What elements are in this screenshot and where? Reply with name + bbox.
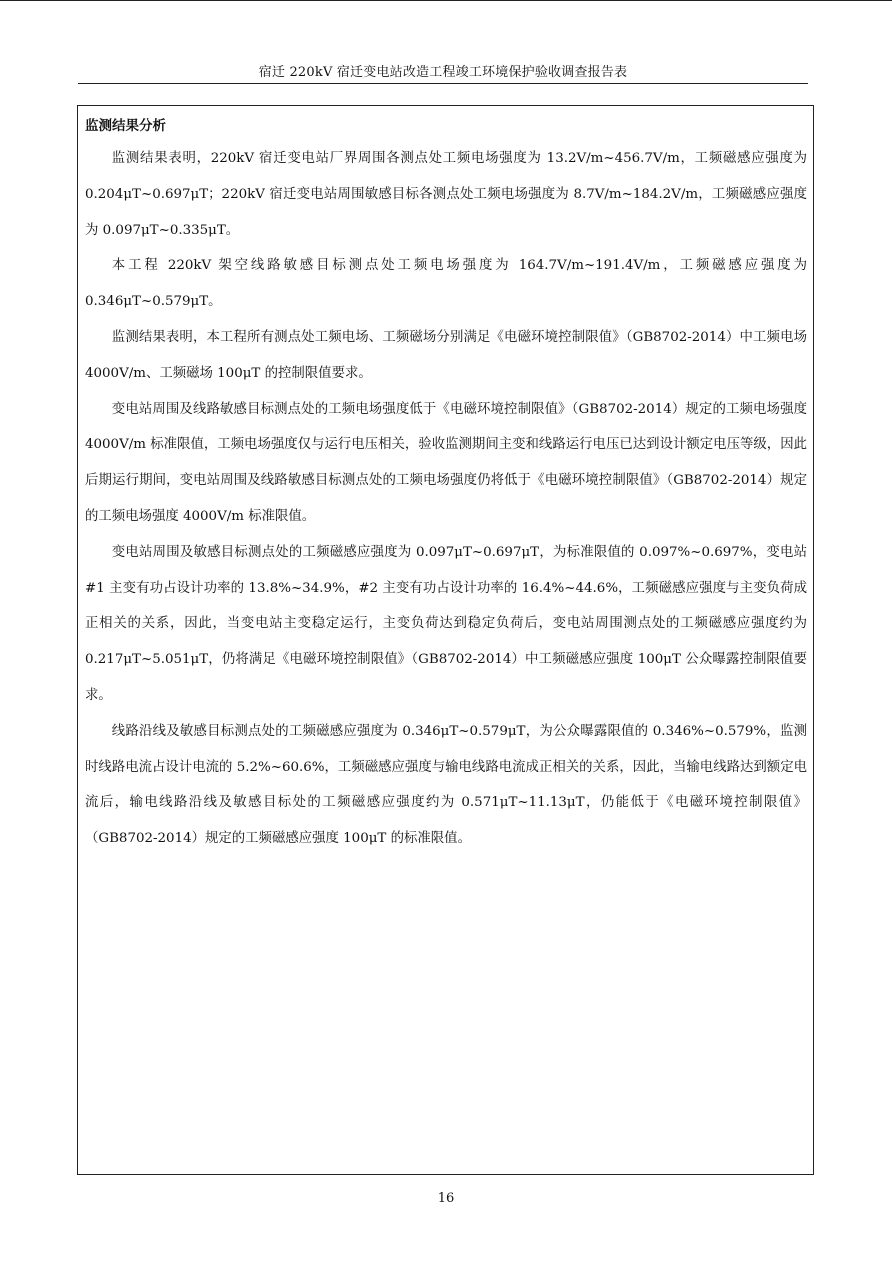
- report-header-title: 宿迁 220kV 宿迁变电站改造工程竣工环境保护验收调查报告表: [258, 65, 628, 80]
- header-divider: [78, 83, 808, 84]
- paragraph-line-results: 本工程 220kV 架空线路敏感目标测点处工频电场强度为 164.7V/m~191.4V/m，工频磁感应强度为 0.346μT~0.579μT。: [85, 258, 807, 310]
- monitoring-results-section: [85, 112, 807, 857]
- section-title: 监测结果分析: [85, 118, 166, 134]
- paragraph-electric-field-analysis: 变电站周围及线路敏感目标测点处的工频电场强度低于《电磁环境控制限值》（GB8702-2014）规定的工频电场强度 4000V/m 标准限值，工频电场强度仅与运行电压相关，验收监测期间主变和线路运行电压已达到设计额定电压等级，因此后期运行期间，变电站周围及线路敏感目标测点处的工频电场强度仍将低于《电磁环境控制限值》（GB8702-2014）规定的工频电场强度 4000V/m 标准限值。: [85, 401, 807, 524]
- paragraph-compliance: 监测结果表明，本工程所有测点处工频电场、工频磁场分别满足《电磁环境控制限值》（GB8702-2014）中工频电场 4000V/m、工频磁场 100μT 的控制限值要求。: [85, 329, 807, 381]
- page-number: 16: [437, 1191, 455, 1206]
- paragraph-substation-magnetic-analysis: 变电站周围及敏感目标测点处的工频磁感应强度为 0.097μT~0.697μT，为标准限值的 0.097%~0.697%，变电站#1 主变有功占设计功率的 13.8%~34.9%，#2 主变有功占设计功率的 16.4%~44.6%，工频磁感应强度与主变负荷成正相关的关系，因此，当变电站主变稳定运行，主变负荷达到稳定负荷后，变电站周围测点处的工频磁感应强度约为 0.217μT~5.051μT，仍将满足《电磁环境控制限值》（GB8702-2014）中工频磁感应强度 100μT 公众曝露控制限值要求。: [85, 544, 807, 703]
- page-top-border: [0, 0, 892, 1]
- paragraph-substation-results: 监测结果表明，220kV 宿迁变电站厂界周围各测点处工频电场强度为 13.2V/m~456.7V/m，工频磁感应强度为 0.204μT~0.697μT；220kV 宿迁变电站周围敏感目标各测点处工频电场强度为 8.7V/m~184.2V/m，工频磁感应强度为 0.097μT~0.335μT。: [85, 151, 807, 238]
- paragraph-line-magnetic-analysis: 线路沿线及敏感目标测点处的工频磁感应强度为 0.346μT~0.579μT，为公众曝露限值的 0.346%~0.579%，监测时线路电流占设计电流的 5.2%~60.6%，工频磁感应强度与输电线路电流成正相关的关系，因此，当输电线路达到额定电流后，输电线路沿线及敏感目标处的工频磁感应强度约为 0.571μT~11.13μT，仍能低于《电磁环境控制限值》（GB8702-2014）规定的工频磁感应强度 100μT 的标准限值。: [85, 723, 807, 847]
